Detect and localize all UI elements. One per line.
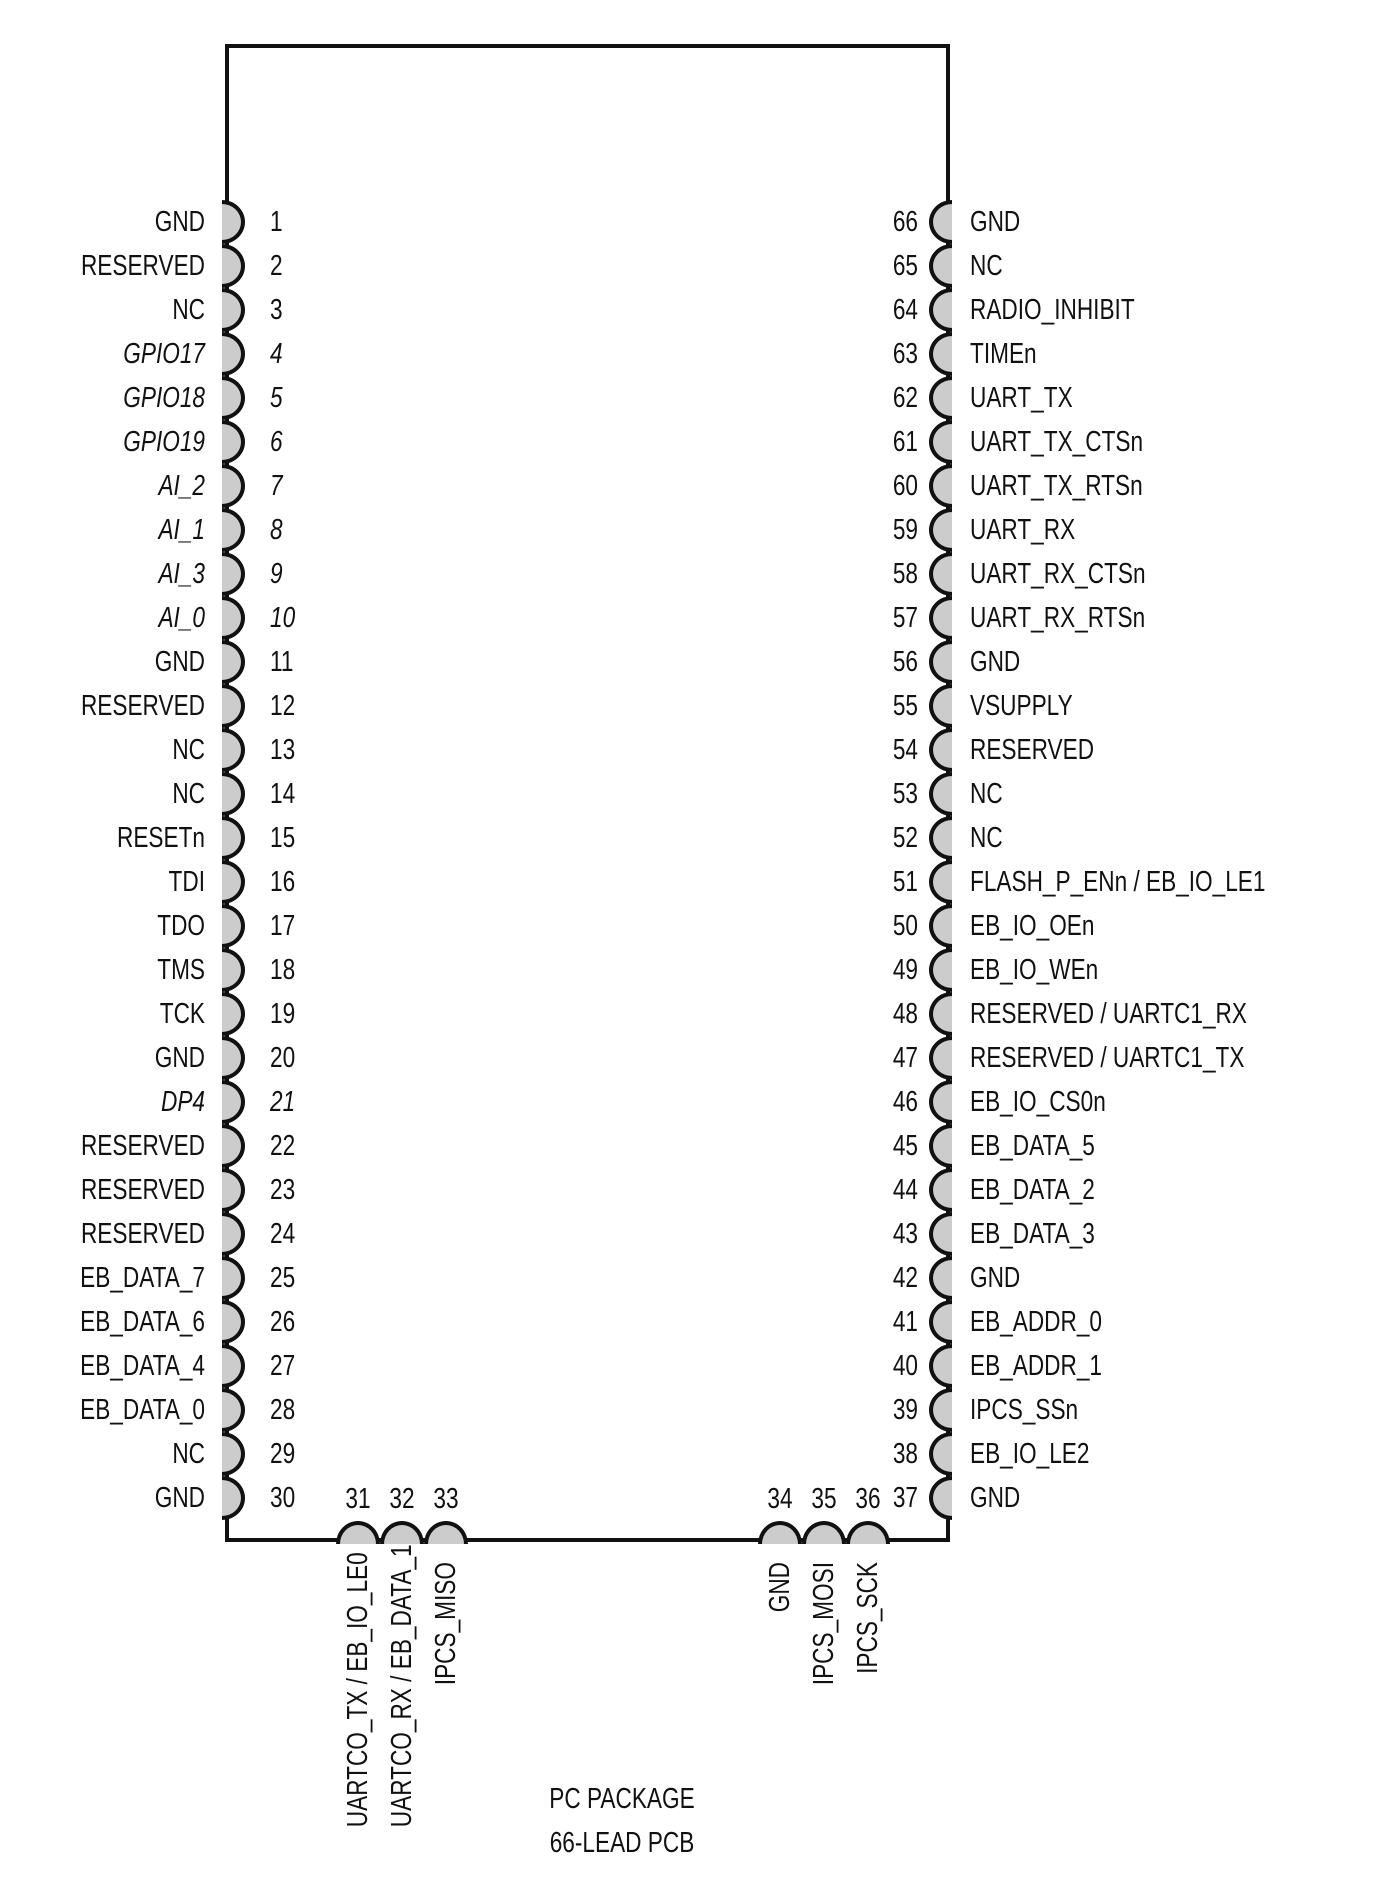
pin-number-46: 46: [892, 1086, 918, 1118]
pin-label-51: FLASH_P_ENn / EB_IO_LE1: [970, 866, 1266, 898]
pin-number-6: 6: [270, 426, 283, 458]
pin-label-30: GND: [154, 1482, 205, 1514]
pin-number-24: 24: [270, 1218, 296, 1250]
pin-label-7: AI_2: [158, 470, 205, 502]
pin-label-56: GND: [970, 646, 1021, 678]
pin-number-49: 49: [892, 954, 918, 986]
pin-label-49: EB_IO_WEn: [970, 954, 1099, 986]
pin-number-23: 23: [270, 1174, 296, 1206]
pin-label-5: GPIO18: [123, 382, 205, 414]
pin-number-56: 56: [892, 646, 918, 678]
pin-label-40: EB_ADDR_1: [970, 1350, 1103, 1382]
pin-label-8: AI_1: [158, 514, 205, 546]
pin-number-44: 44: [892, 1174, 918, 1206]
pin-number-5: 5: [270, 382, 283, 414]
pin-label-13: NC: [172, 734, 205, 766]
pin-number-37: 37: [892, 1482, 918, 1514]
pin-label-60: UART_TX_RTSn: [970, 470, 1143, 502]
pin-number-26: 26: [270, 1306, 296, 1338]
pin-number-15: 15: [270, 822, 296, 854]
pin-number-36: 36: [855, 1483, 881, 1515]
pin-label-18: TMS: [157, 954, 205, 986]
pin-label-35: IPCS_MOSI: [808, 1562, 840, 1686]
pin-label-22: RESERVED: [80, 1130, 205, 1162]
pin-label-29: NC: [172, 1438, 205, 1470]
pin-number-3: 3: [270, 294, 283, 326]
pin-label-55: VSUPPLY: [970, 690, 1073, 722]
pin-number-43: 43: [892, 1218, 918, 1250]
pin-number-50: 50: [892, 910, 918, 942]
pin-number-10: 10: [270, 602, 296, 634]
pin-number-41: 41: [892, 1306, 918, 1338]
pin-label-2: RESERVED: [80, 250, 205, 282]
pin-number-39: 39: [892, 1394, 918, 1426]
pin-label-28: EB_DATA_0: [80, 1394, 205, 1426]
pin-number-30: 30: [270, 1482, 296, 1514]
pin-number-31: 31: [345, 1483, 371, 1515]
pin-number-55: 55: [892, 690, 918, 722]
pin-number-57: 57: [892, 602, 918, 634]
pin-label-31: UARTCO_TX / EB_IO_LE0: [342, 1552, 374, 1828]
pin-number-58: 58: [892, 558, 918, 590]
pin-number-54: 54: [892, 734, 918, 766]
pin-number-18: 18: [270, 954, 296, 986]
pin-label-38: EB_IO_LE2: [970, 1438, 1090, 1470]
pin-number-16: 16: [270, 866, 296, 898]
pin-label-41: EB_ADDR_0: [970, 1306, 1103, 1338]
pin-label-17: TDO: [157, 910, 205, 942]
pin-label-43: EB_DATA_3: [970, 1218, 1095, 1250]
pin-number-4: 4: [270, 338, 283, 370]
pin-label-1: GND: [154, 206, 205, 238]
pin-number-27: 27: [270, 1350, 296, 1382]
pin-label-62: UART_TX: [970, 382, 1073, 414]
caption-package-type: PC PACKAGE: [549, 1783, 695, 1815]
pin-number-52: 52: [892, 822, 918, 854]
pin-label-20: GND: [154, 1042, 205, 1074]
pin-label-42: GND: [970, 1262, 1021, 1294]
pin-label-54: RESERVED: [970, 734, 1095, 766]
pin-label-25: EB_DATA_7: [80, 1262, 205, 1294]
pin-number-33: 33: [433, 1483, 459, 1515]
pin-label-64: RADIO_INHIBIT: [970, 294, 1135, 326]
pin-number-19: 19: [270, 998, 296, 1030]
pin-number-22: 22: [270, 1130, 296, 1162]
pin-label-39: IPCS_SSn: [970, 1394, 1079, 1426]
pin-number-29: 29: [270, 1438, 296, 1470]
pin-label-52: NC: [970, 822, 1003, 854]
pin-label-45: EB_DATA_5: [970, 1130, 1095, 1162]
pin-label-34: GND: [764, 1562, 796, 1613]
pin-number-20: 20: [270, 1042, 296, 1074]
pin-number-11: 11: [270, 646, 294, 678]
pin-label-23: RESERVED: [80, 1174, 205, 1206]
pin-label-12: RESERVED: [80, 690, 205, 722]
pin-number-65: 65: [892, 250, 918, 282]
pin-label-27: EB_DATA_4: [80, 1350, 205, 1382]
pin-label-65: NC: [970, 250, 1003, 282]
pin-number-35: 35: [811, 1483, 837, 1515]
pin-label-16: TDI: [168, 866, 205, 898]
pin-label-33: IPCS_MISO: [430, 1562, 462, 1686]
pin-number-60: 60: [892, 470, 918, 502]
pin-label-3: NC: [172, 294, 205, 326]
pin-label-58: UART_RX_CTSn: [970, 558, 1146, 590]
pin-number-34: 34: [767, 1483, 793, 1515]
pin-number-2: 2: [270, 250, 283, 282]
pin-number-40: 40: [892, 1350, 918, 1382]
pin-number-1: 1: [270, 206, 283, 238]
pin-number-32: 32: [389, 1483, 415, 1515]
pin-label-46: EB_IO_CS0n: [970, 1086, 1106, 1118]
pin-label-48: RESERVED / UARTC1_RX: [970, 998, 1247, 1030]
pin-number-25: 25: [270, 1262, 296, 1294]
pin-number-47: 47: [892, 1042, 918, 1074]
pin-label-59: UART_RX: [970, 514, 1076, 546]
caption-lead-count: 66-LEAD PCB: [549, 1827, 695, 1859]
pin-label-63: TIMEn: [970, 338, 1037, 370]
pin-number-64: 64: [892, 294, 918, 326]
pin-number-45: 45: [892, 1130, 918, 1162]
pin-label-26: EB_DATA_6: [80, 1306, 205, 1338]
pin-label-61: UART_TX_CTSn: [970, 426, 1144, 458]
pin-number-21: 21: [270, 1086, 296, 1118]
pin-label-36: IPCS_SCK: [852, 1562, 884, 1674]
pin-label-53: NC: [970, 778, 1003, 810]
pin-label-10: AI_0: [158, 602, 205, 634]
pin-label-4: GPIO17: [123, 338, 205, 370]
pin-number-61: 61: [892, 426, 918, 458]
pin-number-17: 17: [270, 910, 296, 942]
pin-number-14: 14: [270, 778, 296, 810]
pin-label-57: UART_RX_RTSn: [970, 602, 1146, 634]
pin-label-6: GPIO19: [123, 426, 205, 458]
pin-label-19: TCK: [159, 998, 205, 1030]
pin-number-12: 12: [270, 690, 296, 722]
pin-number-38: 38: [892, 1438, 918, 1470]
pin-label-37: GND: [970, 1482, 1021, 1514]
pin-label-15: RESETn: [116, 822, 205, 854]
pin-number-59: 59: [892, 514, 918, 546]
pin-number-13: 13: [270, 734, 296, 766]
pin-label-11: GND: [154, 646, 205, 678]
pin-label-14: NC: [172, 778, 205, 810]
pin-label-32: UARTCO_RX / EB_DATA_1: [386, 1544, 418, 1828]
pin-number-7: 7: [270, 470, 283, 502]
pin-number-53: 53: [892, 778, 918, 810]
pin-number-48: 48: [892, 998, 918, 1030]
pin-number-66: 66: [892, 206, 918, 238]
pin-number-62: 62: [892, 382, 918, 414]
pin-number-8: 8: [270, 514, 283, 546]
pin-number-63: 63: [892, 338, 918, 370]
pin-label-47: RESERVED / UARTC1_TX: [970, 1042, 1245, 1074]
pin-number-9: 9: [270, 558, 283, 590]
pin-label-44: EB_DATA_2: [970, 1174, 1095, 1206]
pin-number-51: 51: [892, 866, 918, 898]
pin-number-42: 42: [892, 1262, 918, 1294]
pin-label-66: GND: [970, 206, 1021, 238]
pin-label-24: RESERVED: [80, 1218, 205, 1250]
pin-number-28: 28: [270, 1394, 296, 1426]
pin-label-50: EB_IO_OEn: [970, 910, 1095, 942]
pin-label-21: DP4: [160, 1086, 205, 1118]
pin-label-9: AI_3: [158, 558, 205, 590]
